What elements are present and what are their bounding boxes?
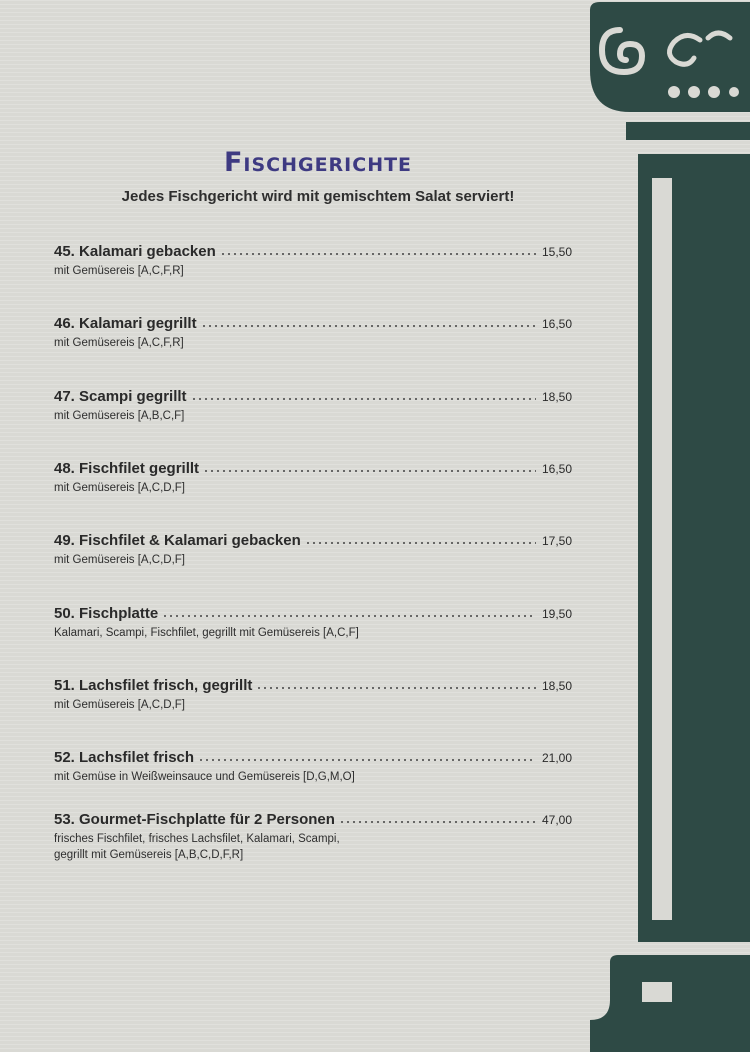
item-name: 53. Gourmet-Fischplatte für 2 Personen	[54, 811, 335, 828]
item-price: 21,00	[541, 751, 572, 765]
item-name: 52. Lachsfilet frisch	[54, 749, 195, 766]
item-description: mit Gemüsereis [A,C,F,R]	[54, 337, 184, 349]
item-price: 47,00	[541, 813, 572, 827]
menu-item	[54, 811, 572, 863]
dot-leader	[201, 318, 536, 328]
item-price: 16,50	[541, 317, 572, 331]
item-name: 45. Kalamari gebacken	[54, 243, 216, 260]
page-subtitle: Jedes Fischgericht wird mit gemischtem Salat serviert!	[121, 188, 515, 205]
item-description: gegrillt mit Gemüsereis [A,B,C,D,F,R]	[54, 849, 244, 861]
menu-item	[54, 243, 572, 279]
menu-item	[54, 388, 572, 424]
item-price: 17,50	[541, 534, 572, 548]
item-price: 15,50	[541, 245, 572, 259]
item-description: mit Gemüsereis [A,C,D,F]	[54, 699, 185, 711]
item-description: Kalamari, Scampi, Fischfilet, gegrillt mit Gemüsereis [A,C,F]	[54, 627, 359, 639]
menu-item	[54, 749, 572, 785]
dot-leader	[339, 814, 536, 824]
item-description: mit Gemüsereis [A,C,F,R]	[54, 265, 184, 277]
item-description: mit Gemüsereis [A,B,C,F]	[54, 410, 185, 422]
item-price: 18,50	[541, 390, 572, 404]
dot-leader	[198, 752, 536, 762]
item-name: 49. Fischfilet & Kalamari gebacken	[54, 532, 301, 549]
dot-leader	[305, 535, 536, 545]
item-description: mit Gemüsereis [A,C,D,F]	[54, 554, 185, 566]
item-name: 48. Fischfilet gegrillt	[54, 460, 200, 477]
item-name: 50. Fischplatte	[54, 605, 159, 622]
item-description: frisches Fischfilet, frisches Lachsfilet, Kalamari, Scampi,	[54, 833, 340, 845]
dot-leader	[191, 391, 536, 401]
menu-item	[54, 315, 572, 351]
item-name: 47. Scampi gegrillt	[54, 388, 187, 405]
menu-item	[54, 532, 572, 568]
item-price: 18,50	[541, 679, 572, 693]
menu-item	[54, 677, 572, 713]
dot-leader	[162, 608, 536, 618]
item-description: mit Gemüse in Weißweinsauce und Gemüsereis [D,G,M,O]	[54, 771, 355, 783]
item-description: mit Gemüsereis [A,C,D,F]	[54, 482, 185, 494]
dot-leader	[220, 246, 536, 256]
item-price: 16,50	[541, 462, 572, 476]
menu-item	[54, 605, 572, 641]
item-name: 46. Kalamari gegrillt	[54, 315, 197, 332]
dot-leader	[203, 463, 536, 473]
item-name: 51. Lachsfilet frisch, gegrillt	[54, 677, 253, 694]
item-price: 19,50	[541, 607, 572, 621]
page-title: Fischgerichte	[223, 147, 413, 178]
menu-item	[54, 460, 572, 496]
dot-leader	[256, 680, 536, 690]
